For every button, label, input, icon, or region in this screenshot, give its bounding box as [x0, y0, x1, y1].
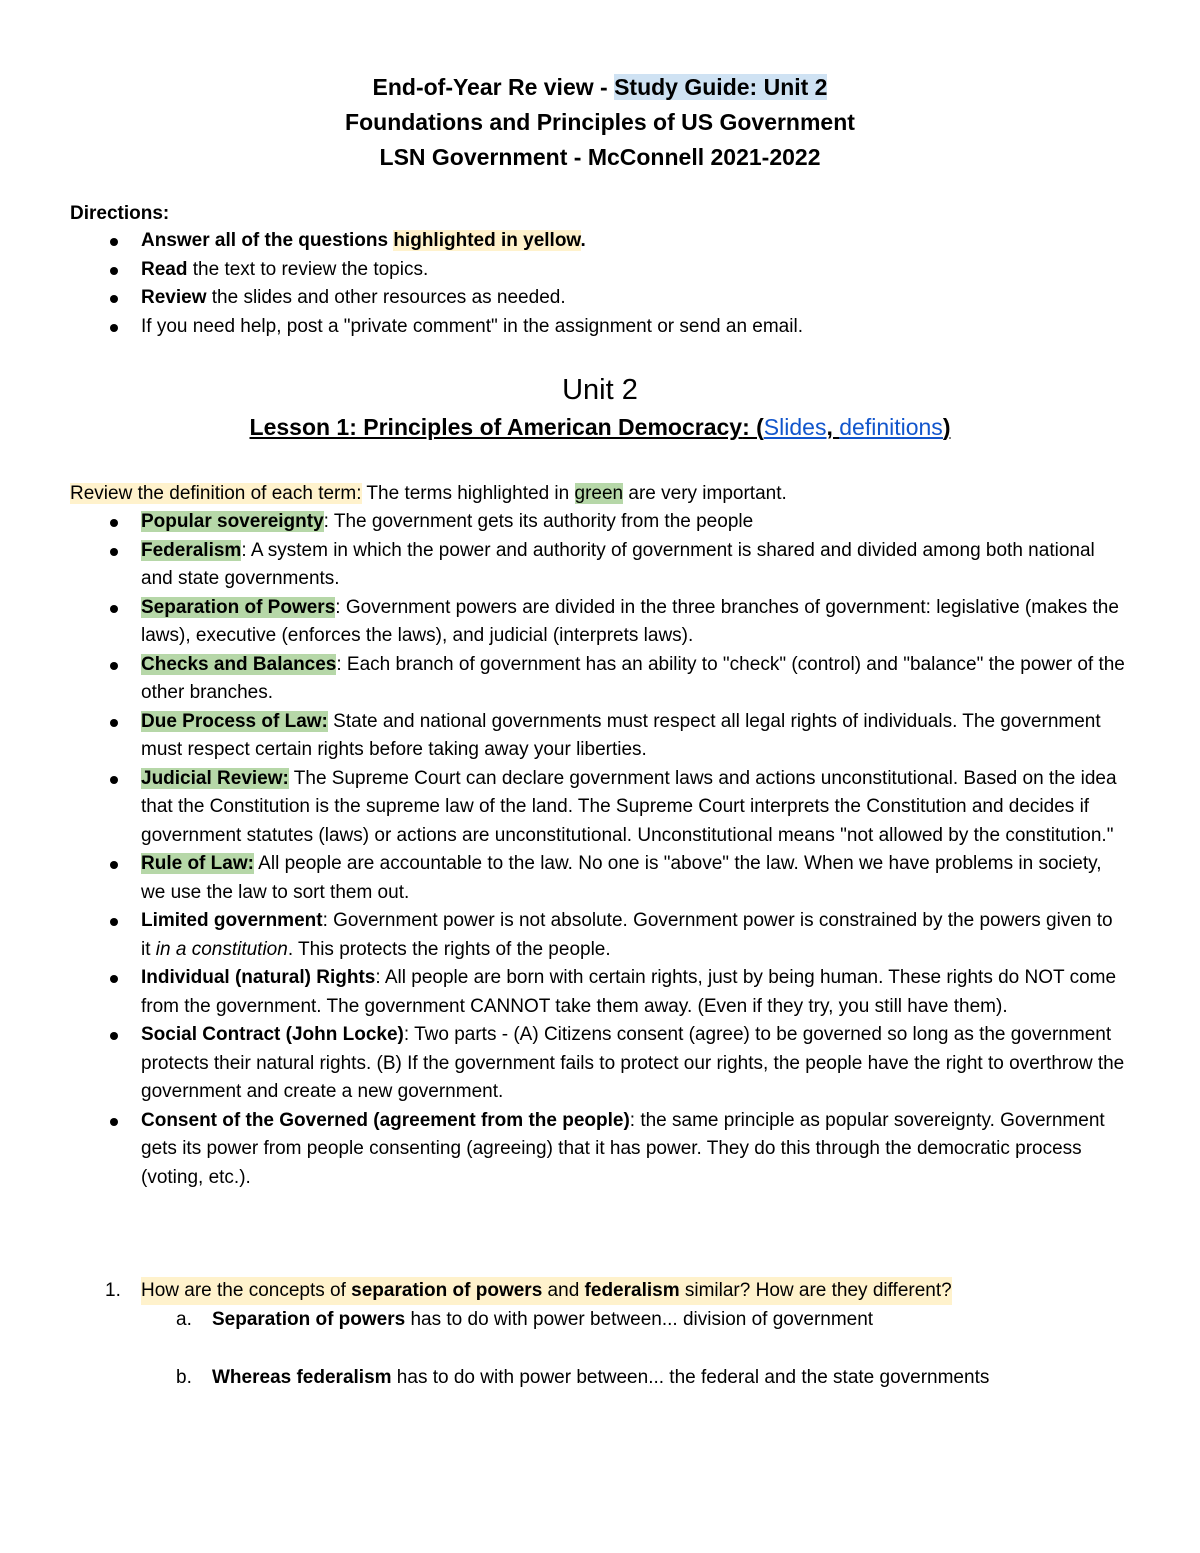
lesson-heading: [0, 411, 1200, 443]
directions-text: If you need help, post a "private comment" in the assignment or send an email.: [141, 315, 803, 337]
term-item: [0, 964, 1200, 1021]
term-definition: State and national governments must respect all legal rights of individuals. The government must respect certain rights before taking away your liberties.: [141, 710, 1101, 760]
bullet-icon: [110, 1118, 118, 1126]
term-item: [0, 850, 1200, 907]
term-name: Individual (natural) Rights: [141, 967, 376, 988]
question-text: [141, 1277, 952, 1305]
term-name: Popular sovereignty: [141, 511, 324, 532]
bullet-icon: [110, 1032, 118, 1040]
directions-item: [0, 284, 1200, 313]
answer-letter: b.: [176, 1367, 192, 1388]
title-line-2: Foundations and Principles of US Government: [345, 109, 855, 135]
bullet-icon: [110, 267, 118, 275]
lesson-title: Lesson 1: Principles of American Democracy: [249, 414, 743, 440]
term-item: [0, 708, 1200, 765]
bullet-icon: [110, 295, 118, 303]
term-definition: All people are born with certain rights, just by being human. These rights do NOT come from the government. The government CANNOT take them away. (Even if they try, you still have them).: [141, 967, 1117, 1017]
review-instructions: [70, 480, 787, 508]
term-name: Checks and Balances: [141, 653, 337, 675]
lesson-punct: ): [942, 414, 951, 440]
term-name: Judicial Review:: [141, 767, 289, 789]
answer-rest[interactable]: has to do with power between... division of government: [405, 1309, 874, 1330]
bullet-icon: [110, 605, 118, 613]
directions-yellow-highlight: highlighted in yellow: [393, 230, 581, 251]
term-item: [0, 1021, 1200, 1107]
term-definition: Government powers are divided in the three branches of government: legislative (makes the laws), executive (enforces the laws), and judicial (interprets laws).: [141, 596, 1119, 646]
review-green-highlight: green: [574, 483, 624, 504]
answer-bold: Whereas federalism: [212, 1367, 392, 1388]
directions-item: [0, 227, 1200, 256]
bullet-icon: [110, 975, 118, 983]
directions-bold: Review: [141, 287, 207, 308]
term-sep: :: [629, 1109, 636, 1131]
terms-list: [0, 508, 1200, 1192]
lesson-punct: ,: [826, 414, 840, 440]
term-definition: All people are accountable to the law. No one is "above" the law. When we have problems in society, we use the law to sort them out.: [141, 853, 1102, 903]
term-item: [0, 594, 1200, 651]
review-text: are very important.: [623, 483, 787, 504]
term-sep: :: [241, 539, 247, 561]
review-yellow-highlight: Review the definition of each term:: [70, 483, 362, 504]
title-line-1: [0, 70, 1200, 105]
bullet-icon: [110, 662, 118, 670]
term-italic: in a constitution: [155, 938, 288, 960]
directions-item: [0, 313, 1200, 342]
term-definition: Two parts - (A) Citizens consent (agree) to be governed so long as the government protects their natural rights. (B) If the government fails to protect our rights, the people have the right to overthrow the government and create a new government.: [141, 1024, 1125, 1102]
definitions-link[interactable]: definitions: [839, 414, 943, 440]
bullet-icon: [110, 776, 118, 784]
answer-text: [212, 1364, 989, 1392]
question-bold: separation of powers: [351, 1280, 543, 1301]
unit-heading: Unit 2: [562, 374, 638, 406]
directions-list: [0, 227, 1200, 341]
term-definition: The government gets its authority from the people: [328, 511, 754, 532]
question-part: similar? How are they different?: [679, 1280, 952, 1301]
answer-bold: Separation of powers: [212, 1309, 406, 1330]
term-name: Rule of Law:: [141, 853, 254, 874]
term-name: Due Process of Law:: [141, 710, 328, 732]
directions-bold: Answer all of the questions: [141, 230, 394, 251]
directions-label: Directions:: [70, 203, 170, 224]
directions-item: [0, 256, 1200, 285]
term-definition-end: . This protects the rights of the people.: [287, 938, 611, 960]
directions-rest: the slides and other resources as needed.: [206, 287, 566, 308]
title-line-3: LSN Government - McConnell 2021-2022: [379, 144, 821, 170]
term-item: [0, 508, 1200, 537]
term-definition: Government power is not absolute. Government power is constrained by the powers given to it: [141, 910, 1113, 960]
bullet-icon: [110, 519, 118, 527]
directions-rest: .: [580, 230, 586, 251]
term-name: Federalism: [141, 539, 242, 561]
slides-link[interactable]: Slides: [763, 414, 827, 440]
title-prefix: End-of-Year Re view -: [372, 74, 615, 100]
term-sep: :: [335, 596, 341, 618]
directions-bold: Read: [141, 258, 188, 280]
bullet-icon: [110, 548, 118, 556]
review-text: The terms highlighted in: [361, 483, 575, 504]
answer-text: [212, 1306, 873, 1334]
term-name: Separation of Powers: [141, 596, 336, 618]
term-item: [0, 1107, 1200, 1193]
term-definition: The Supreme Court can declare government laws and actions unconstitutional. Based on the idea that the Constitution is the supreme law of the land. The Supreme Court interprets the Constitution and decides if government statutes (laws) or actions are unconstitutional. Unconstitutional means "not allowed by the constitution.": [141, 767, 1117, 846]
term-sep: :: [336, 653, 342, 675]
term-name: Social Contract (John Locke): [141, 1024, 404, 1045]
question-part: and: [542, 1280, 585, 1301]
bullet-icon: [110, 238, 118, 246]
term-item: [0, 765, 1200, 851]
term-item: [0, 537, 1200, 594]
question-part: How are the concepts of: [141, 1280, 352, 1301]
question-bold: federalism: [584, 1280, 680, 1301]
bullet-icon: [110, 861, 118, 869]
answer-rest[interactable]: has to do with power between... the federal and the state governments: [391, 1367, 990, 1388]
term-definition: the same principle as popular sovereignty. Government gets its power from people consenting (agreeing) that it has power. They do this through the democratic process (voting, etc.).: [141, 1109, 1105, 1188]
term-item: [0, 651, 1200, 708]
term-definition: Each branch of government has an ability to "check" (control) and "balance" the power of the other branches.: [141, 653, 1125, 703]
answer-letter: a.: [176, 1309, 192, 1330]
bullet-icon: [110, 719, 118, 727]
term-name: Consent of the Governed (agreement from the people): [141, 1109, 630, 1131]
title-study-guide-highlight: Study Guide: Unit 2: [614, 74, 828, 100]
bullet-icon: [110, 324, 118, 332]
term-sep: :: [323, 511, 329, 532]
lesson-punct: : (: [742, 414, 764, 440]
term-sep: :: [403, 1024, 410, 1045]
term-sep: :: [375, 967, 381, 988]
question-number: 1.: [105, 1280, 121, 1301]
term-sep: :: [322, 910, 328, 931]
term-definition: A system in which the power and authority of government is shared and divided among both national and state governments.: [141, 539, 1095, 589]
bullet-icon: [110, 918, 118, 926]
term-item: [0, 907, 1200, 964]
directions-rest: the text to review the topics.: [187, 258, 429, 280]
title-block: [0, 70, 1200, 175]
term-name: Limited government: [141, 910, 323, 931]
